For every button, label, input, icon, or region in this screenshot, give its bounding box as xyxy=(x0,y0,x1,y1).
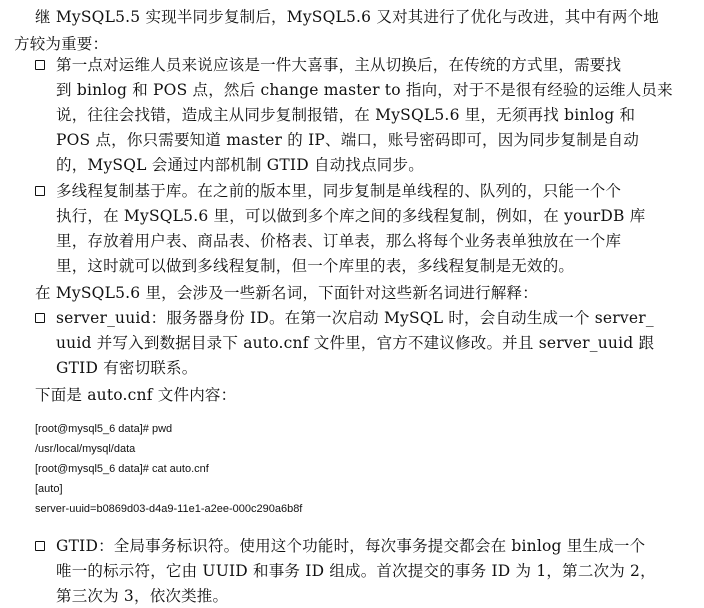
para2-line: 在 MySQL5.6 里，会涉及一些新名词，下面针对这些新名词进行解释： xyxy=(35,284,538,302)
bullet3-line-2: uuid 并写入到数据目录下 auto.cnf 文件里，官方不建议修改。并且 server_uuid 跟 xyxy=(56,334,655,352)
bullet4-line-3: 第三次为 3，依次类推。 xyxy=(56,587,229,605)
bullet-box-icon xyxy=(35,541,45,551)
code-line-5: server-uuid=b0869d03-d4a9-11e1-a2ee-000c290a6b8f xyxy=(35,503,303,515)
bullet4-line-1: GTID：全局事务标识符。使用这个功能时，每次事务提交都会在 binlog 里生成一个 xyxy=(56,537,646,555)
bullet3-line-3: GTID 有密切联系。 xyxy=(56,359,198,377)
code-line-2: /usr/local/mysql/data xyxy=(35,443,136,455)
code-line-3: [root@mysql5_6 data]# cat auto.cnf xyxy=(35,463,209,475)
bullet3-line-1: server_uuid：服务器身份 ID。在第一次启动 MySQL 时，会自动生成一个 server_ xyxy=(56,309,654,327)
para3-line: 下面是 auto.cnf 文件内容： xyxy=(35,386,237,404)
intro-line-2: 方较为重要： xyxy=(14,35,109,53)
bullet2-line-3: 里，存放着用户表、商品表、价格表、订单表，那么将每个业务表单独放在一个库 xyxy=(56,232,622,250)
bullet-box-icon xyxy=(35,60,45,70)
bullet1-line-4: POS 点，你只需要知道 master 的 IP、端口，账号密码即可，因为同步复制是自动 xyxy=(56,131,640,149)
bullet1-line-2: 到 binlog 和 POS 点，然后 change master to 指向，对于不是很有经验的运维人员来 xyxy=(56,81,673,99)
bullet1-line-5: 的，MySQL 会通过内部机制 GTID 自动找点同步。 xyxy=(56,156,424,174)
bullet-box-icon xyxy=(35,186,45,196)
bullet1-line-1: 第一点对运维人员来说应该是一件大喜事，主从切换后，在传统的方式里，需要找 xyxy=(56,56,622,74)
bullet2-line-1: 多线程复制基于库。在之前的版本里，同步复制是单线程的、队列的，只能一个个 xyxy=(56,182,622,200)
intro-line-1: 继 MySQL5.5 实现半同步复制后，MySQL5.6 又对其进行了优化与改进，其中有两个地 xyxy=(35,8,659,26)
bullet1-line-3: 说，往往会找错，造成主从同步复制报错，在 MySQL5.6 里，无须再找 binlog 和 xyxy=(56,106,636,124)
code-line-1: [root@mysql5_6 data]# pwd xyxy=(35,423,173,435)
code-line-4: [auto] xyxy=(35,483,63,495)
bullet2-line-2: 执行，在 MySQL5.6 里，可以做到多个库之间的多线程复制，例如，在 yourDB 库 xyxy=(56,207,646,225)
bullet2-line-4: 里，这时就可以做到多线程复制，但一个库里的表，多线程复制是无效的。 xyxy=(56,257,575,275)
bullet4-line-2: 唯一的标示符，它由 UUID 和事务 ID 组成。首次提交的事务 ID 为 1，第二次为 2， xyxy=(56,562,656,580)
bullet-box-icon xyxy=(35,313,45,323)
